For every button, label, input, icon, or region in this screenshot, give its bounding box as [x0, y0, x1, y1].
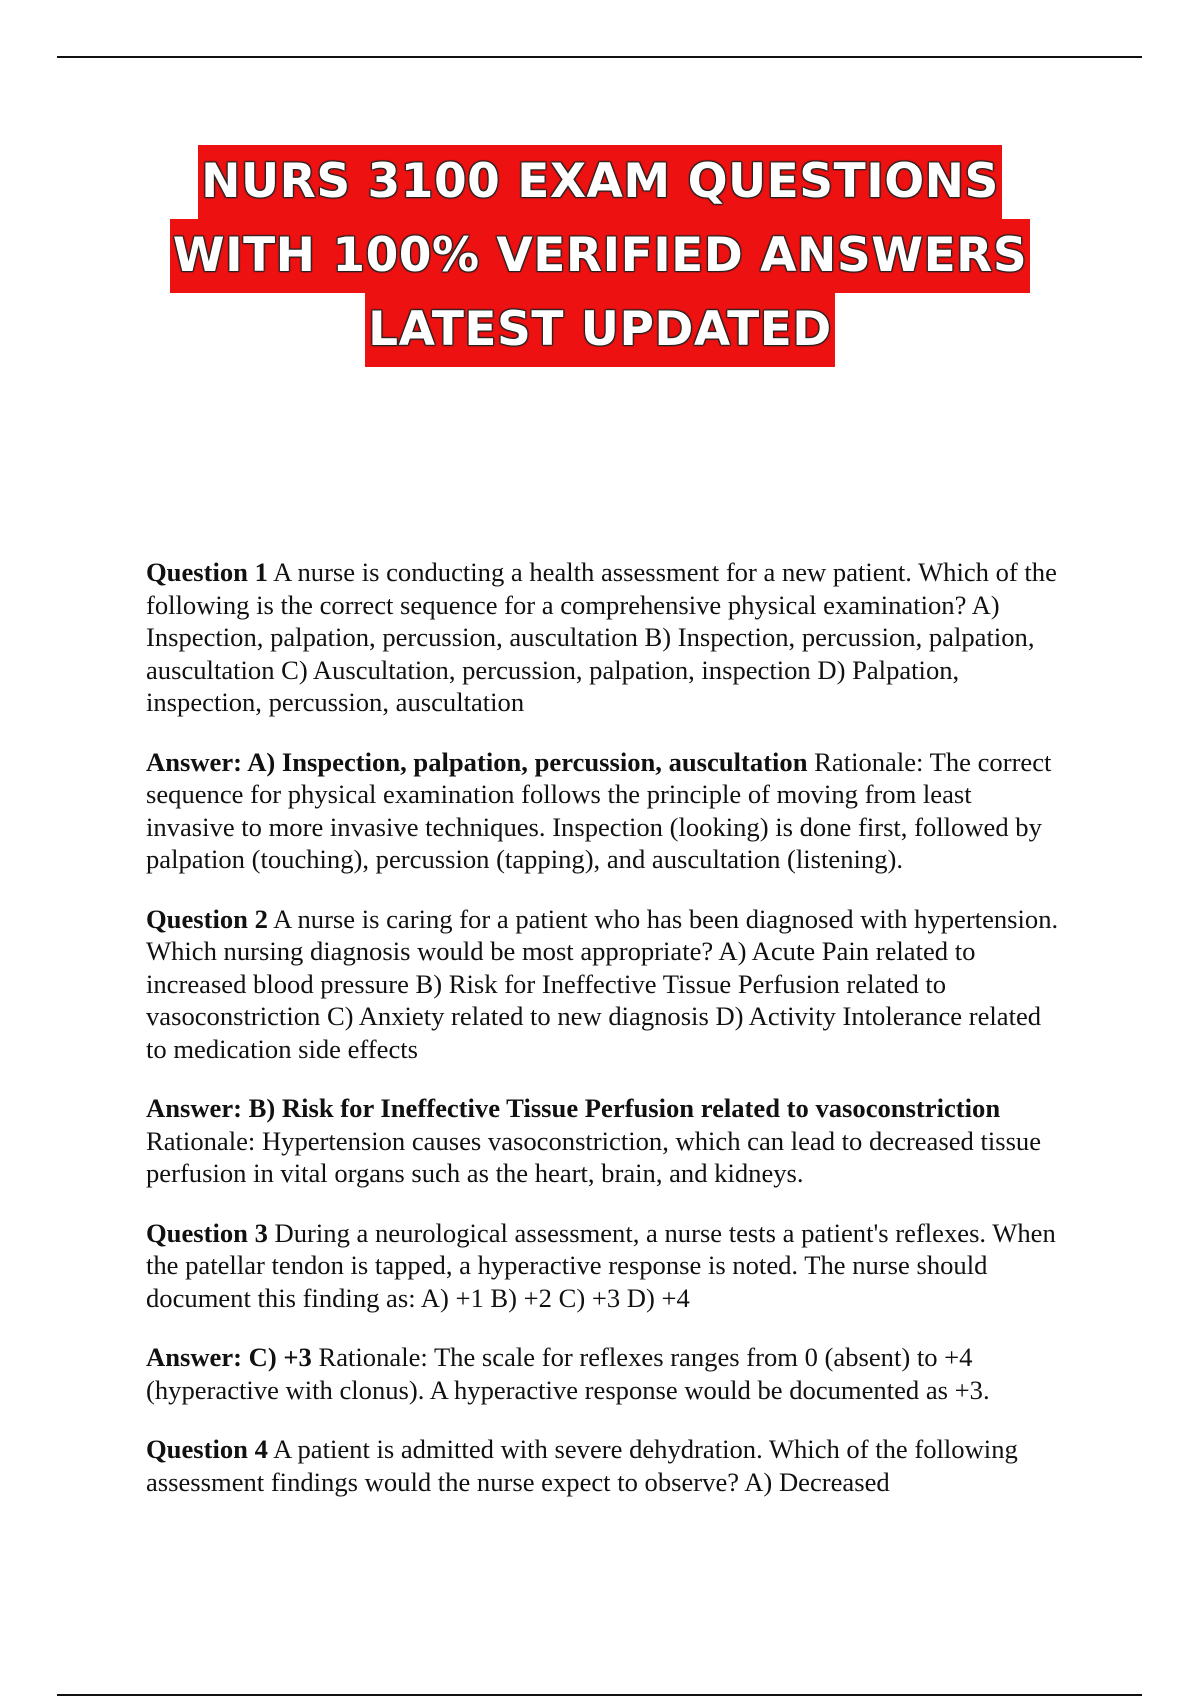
- answer-1: [146, 746, 1062, 876]
- question-1-text: A nurse is conducting a health assessment for a new patient. Which of the following is the correct sequence for a comprehensive physical examination? A) Inspection, palpation, percussion, auscultation B) Inspection, percussion, palpation, auscultation C) Auscultation, percussion, palpation, inspection D) Palpation, inspection, percussion, auscultation: [146, 557, 1057, 717]
- title-line-3: LATEST UPDATED: [365, 293, 835, 367]
- question-3-text: During a neurological assessment, a nurse tests a patient's reflexes. When the patellar tendon is tapped, a hyperactive response is noted. The nurse should document this finding as: A) +1 B) +2 C) +3 D) +4: [146, 1217, 1056, 1313]
- title-line-2: WITH 100% VERIFIED ANSWERS: [170, 219, 1030, 293]
- answer-2-label: Answer: B) Risk for Ineffective Tissue Perfusion related to vasoconstriction: [146, 1093, 1001, 1123]
- question-4-label: Question 4: [146, 1434, 268, 1464]
- question-2: [146, 903, 1062, 1066]
- qa-content: [146, 556, 1062, 1525]
- answer-1-text: Rationale: The correct sequence for physical examination follows the principle of moving from least invasive to more invasive techniques. Inspection (looking) is done first, followed by palpation (touching), percussion (tapping), and auscultation (listening).: [146, 746, 1052, 874]
- question-1: [146, 556, 1062, 719]
- question-2-label: Question 2: [146, 903, 268, 934]
- question-3-label: Question 3: [146, 1217, 268, 1248]
- bottom-rule: [57, 1694, 1142, 1696]
- question-4-text: A patient is admitted with severe dehydration. Which of the following assessment findings would the nurse expect to observe? A) Decreased: [146, 1434, 1018, 1497]
- answer-3: [146, 1341, 1062, 1406]
- answer-3-label: Answer: C) +3: [146, 1342, 312, 1372]
- answer-1-label: Answer: A) Inspection, palpation, percussion, auscultation: [146, 746, 808, 777]
- question-3: [146, 1217, 1062, 1315]
- document-title: [0, 145, 1200, 367]
- top-rule: [57, 56, 1142, 58]
- title-line-1: NURS 3100 EXAM QUESTIONS: [198, 145, 1002, 219]
- question-1-label: Question 1: [146, 557, 268, 587]
- answer-3-text: Rationale: The scale for reflexes ranges from 0 (absent) to +4 (hyperactive with clonus). A hyperactive response would be documented as +3.: [146, 1342, 990, 1405]
- question-4: [146, 1433, 1062, 1498]
- answer-2-text: Rationale: Hypertension causes vasoconstriction, which can lead to decreased tissue perfusion in vital organs such as the heart, brain, and kidneys.: [146, 1125, 1042, 1188]
- question-2-text: A nurse is caring for a patient who has been diagnosed with hypertension. Which nursing diagnosis would be most appropriate? A) Acute Pain related to increased blood pressure B) Risk for Ineffective Tissue Perfusion related to vasoconstriction C) Anxiety related to new diagnosis D) Activity Intolerance related to medication side effects: [146, 903, 1059, 1064]
- answer-2: [146, 1092, 1062, 1190]
